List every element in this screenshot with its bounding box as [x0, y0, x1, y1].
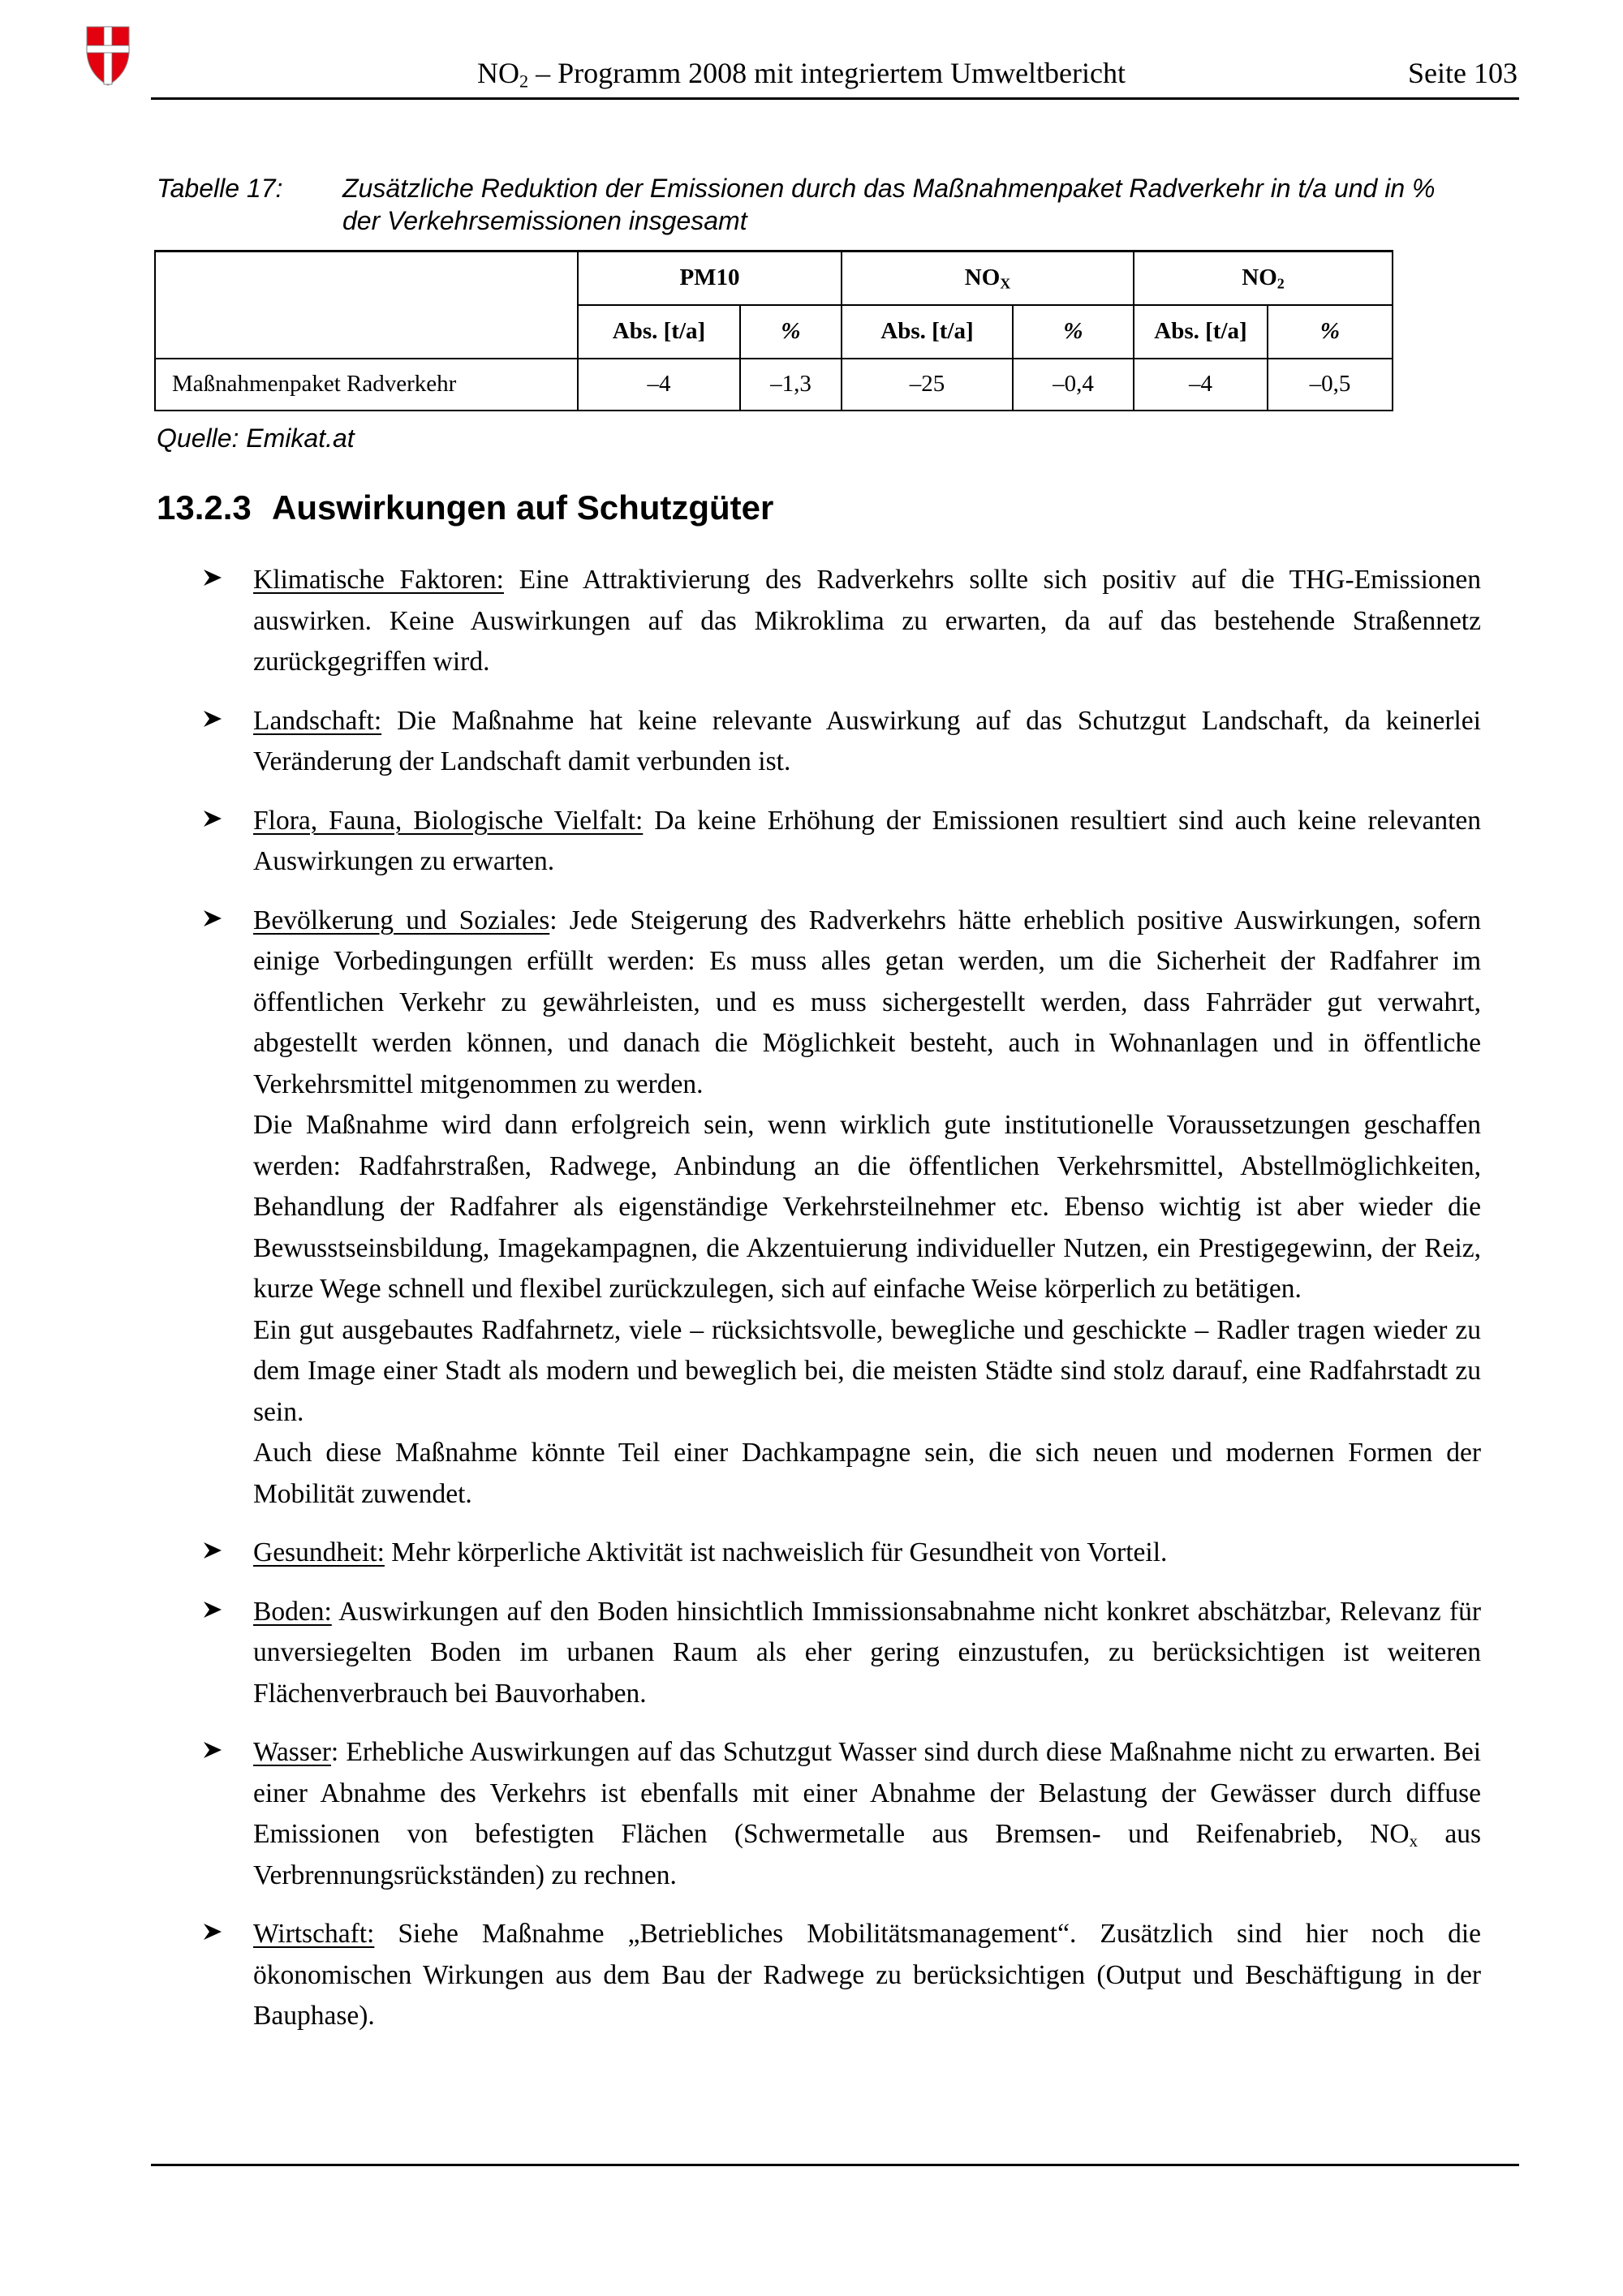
bullet-label: Bevölkerung und Soziales: [253, 905, 550, 935]
arrow-bullet-icon: [203, 909, 222, 928]
column-header: Abs. [t/a]: [1134, 305, 1268, 359]
bullet-gesundheit: Gesundheit: Mehr körperliche Aktivität ist nachweislich für Gesundheit von Vorteil.: [203, 1533, 1481, 1574]
table-caption-label: Tabelle 17:: [157, 174, 283, 203]
bullet-wasser: Wasser: Erhebliche Auswirkungen auf das Schutzgut Wasser sind durch diese Maßnahme nicht zu erwarten. Bei einer Abnahme des Verkehrs ist ebenfalls mit einer Abnahme der Belastung der Gewässer durch diffuse Emissionen von befestigten Flächen (Schwermetalle aus Bremsen- und Reifenabrieb, $NO_x$ aus Verbrennungsrückständen) zu rechnen.: [203, 1732, 1481, 1896]
section-number: 13.2.3: [157, 488, 252, 527]
table-caption-text: Zusätzliche Reduktion der Emissionen durch das Maßnahmenpaket Radverkehr in t/a und in % der Verkehrsemissionen insgesamt: [342, 174, 1436, 235]
bullet-bevoelkerung-soziales: Bevölkerung und Soziales: Jede Steigerung des Radverkehrs hätte erheblich positive Auswirkungen, sofern einige Vorbedingungen erfüllt werden: Es muss alles getan werden, um die Sicherheit der Radfahrer im öffentlichen Verkehr zu gewährleisten, und es muss sichergestellt werden, dass Fahrräder gut verwahrt, abgestellt werden können, und danach die Möglichkeit besteht, auch in Wohnanlagen und in öffentliche Verkehrsmittel mitgenommen zu werden. Die Maßnahme wird dann erfolgreich sein, wenn wirklich gute institutionelle Voraussetzungen geschaffen werden: Radfahrstraßen, Radwege, Anbindung an die öffentlichen Verkehrsmittel, Abstellmöglichkeiten, Behandlung der Radfahrer als eigenständige Verkehrsteilnehmer etc. Ebenso wichtig ist aber wieder die Bewusstseinsbildung, Imagekampagnen, die Akzentuierung individueller Nutzen, ein Prestigegewinn, der Reiz, kurze Wege schnell und flexibel zurückzulegen, sich auf einfache Weise körperlich zu betätigen. Ein gut ausgebautes Radfahrnetz, viele – rücksichtsvolle, bewegliche und geschickte – Radler tragen wieder zu dem Image einer Stadt als modern und beweglich bei, die meisten Städte sind stolz darauf, eine Radfahrstadt zu sein. Auch diese Maßnahme könnte Teil einer Dachkampagne sein, die sich neuen und modernen Formen der Mobilität zuwendet.: [203, 901, 1481, 1516]
emissions-reduction-table: [154, 250, 1393, 411]
bullet-boden: Boden: Auswirkungen auf den Boden hinsichtlich Immissionsabnahme nicht konkret abschätzbar, Relevanz für unversiegelten Boden im urbanen Raum als eher gering einzustufen, zu berücksichtigen ist weiteren Flächenverbrauch bei Bauvorhaben.: [203, 1592, 1481, 1715]
arrow-bullet-icon: [203, 1541, 222, 1560]
column-header: %: [1013, 305, 1134, 359]
bullet-landschaft: Landschaft: Die Maßnahme hat keine relevante Auswirkung auf das Schutzgut Landschaft, da keinerlei Veränderung der Landschaft damit verbunden ist.: [203, 701, 1481, 783]
bullet-label: Landschaft:: [253, 705, 382, 736]
bullet-label: Boden:: [253, 1596, 332, 1627]
table-cell: –4: [1134, 359, 1268, 411]
section-title: Auswirkungen auf Schutzgüter: [272, 488, 774, 527]
bullet-klimatische-faktoren: Klimatische Faktoren: Eine Attraktivierung des Radverkehrs sollte sich positiv auf die THG-Emissionen auswirken. Keine Auswirkungen auf das Mikroklima zu erwarten, da auf das bestehende Straßennetz zurückgegriffen wird.: [203, 560, 1481, 683]
arrow-bullet-icon: [203, 1740, 222, 1760]
table-source: Quelle: Emikat.at: [157, 424, 355, 453]
bullet-label: Flora, Fauna, Biologische Vielfalt:: [253, 805, 644, 836]
arrow-bullet-icon: [203, 568, 222, 587]
arrow-bullet-icon: [203, 1922, 222, 1941]
arrow-bullet-icon: [203, 1600, 222, 1619]
arrow-bullet-icon: [203, 809, 222, 828]
paragraph: Ein gut ausgebautes Radfahrnetz, viele – rücksichtsvolle, bewegliche und geschickte – Radler tragen wieder zu dem Image einer Stadt als modern und beweglich bei, die meisten Städte sind stolz darauf, eine Radfahrstadt zu sein.: [253, 1314, 1481, 1427]
bullet-label: Klimatische Faktoren:: [253, 565, 504, 595]
bullet-list: [203, 560, 1481, 2055]
table-cell: –4: [578, 359, 740, 411]
column-group-pm10: PM10: [578, 252, 842, 305]
column-header: %: [1268, 305, 1393, 359]
bullet-label: Wasser: [253, 1737, 331, 1767]
arrow-bullet-icon: [203, 709, 222, 729]
page-number: Seite 103: [1408, 57, 1518, 89]
column-header: Abs. [t/a]: [842, 305, 1013, 359]
section-heading: [157, 487, 773, 529]
vienna-coat-of-arms-icon: [86, 26, 130, 86]
bullet-label: Gesundheit:: [253, 1537, 385, 1567]
running-header-title: $NO_2$ – Programm 2008 mit integriertem Umweltbericht: [477, 57, 1126, 92]
row-label: Maßnahmenpaket Radverkehr: [155, 359, 578, 411]
column-header: %: [740, 305, 842, 359]
table-cell: –25: [842, 359, 1013, 411]
bullet-wirtschaft: Wirtschaft: Siehe Maßnahme „Betriebliches Mobilitätsmanagement“. Zusätzlich sind hier noch die ökonomischen Wirkungen aus dem Bau der Radwege zu berücksichtigen (Output und Beschäftigung in der Bauphase).: [203, 1914, 1481, 2037]
header-divider: [151, 97, 1519, 100]
bullet-flora-fauna: Flora, Fauna, Biologische Vielfalt: Da keine Erhöhung der Emissionen resultiert sind auch keine relevanten Auswirkungen zu erwarten.: [203, 801, 1481, 883]
table-row: [155, 359, 1393, 411]
table-cell: –0,4: [1013, 359, 1134, 411]
column-header: Abs. [t/a]: [578, 305, 740, 359]
column-group-no2: $NO_2$: [1134, 252, 1393, 305]
paragraph: Auch diese Maßnahme könnte Teil einer Dachkampagne sein, die sich neuen und modernen Formen der Mobilität zuwendet.: [253, 1438, 1481, 1509]
column-group-nox: $NO_X$: [842, 252, 1134, 305]
table-cell: –1,3: [740, 359, 842, 411]
footer-divider: [151, 2164, 1519, 2166]
table-corner-cell: [155, 252, 578, 359]
table-cell: –0,5: [1268, 359, 1393, 411]
table-header-row-groups: [155, 252, 1393, 305]
paragraph: Die Maßnahme wird dann erfolgreich sein, wenn wirklich gute institutionelle Voraussetzungen geschaffen werden: Radfahrstraßen, Radwege, Anbindung an die öffentlichen Verkehrsmittel, Abstellmöglichkeiten, Behandlung der Radfahrer als eigenständige Verkehrsteilnehmer etc. Ebenso wichtig ist aber wieder die Bewusstseinsbildung, Imagekampagnen, die Akzentuierung individueller Nutzen, ein Prestigegewinn, der Reiz, kurze Wege schnell und flexibel zurückzulegen, sich auf einfache Weise körperlich zu betätigen.: [253, 1110, 1481, 1304]
bullet-label: Wirtschaft:: [253, 1919, 375, 1949]
